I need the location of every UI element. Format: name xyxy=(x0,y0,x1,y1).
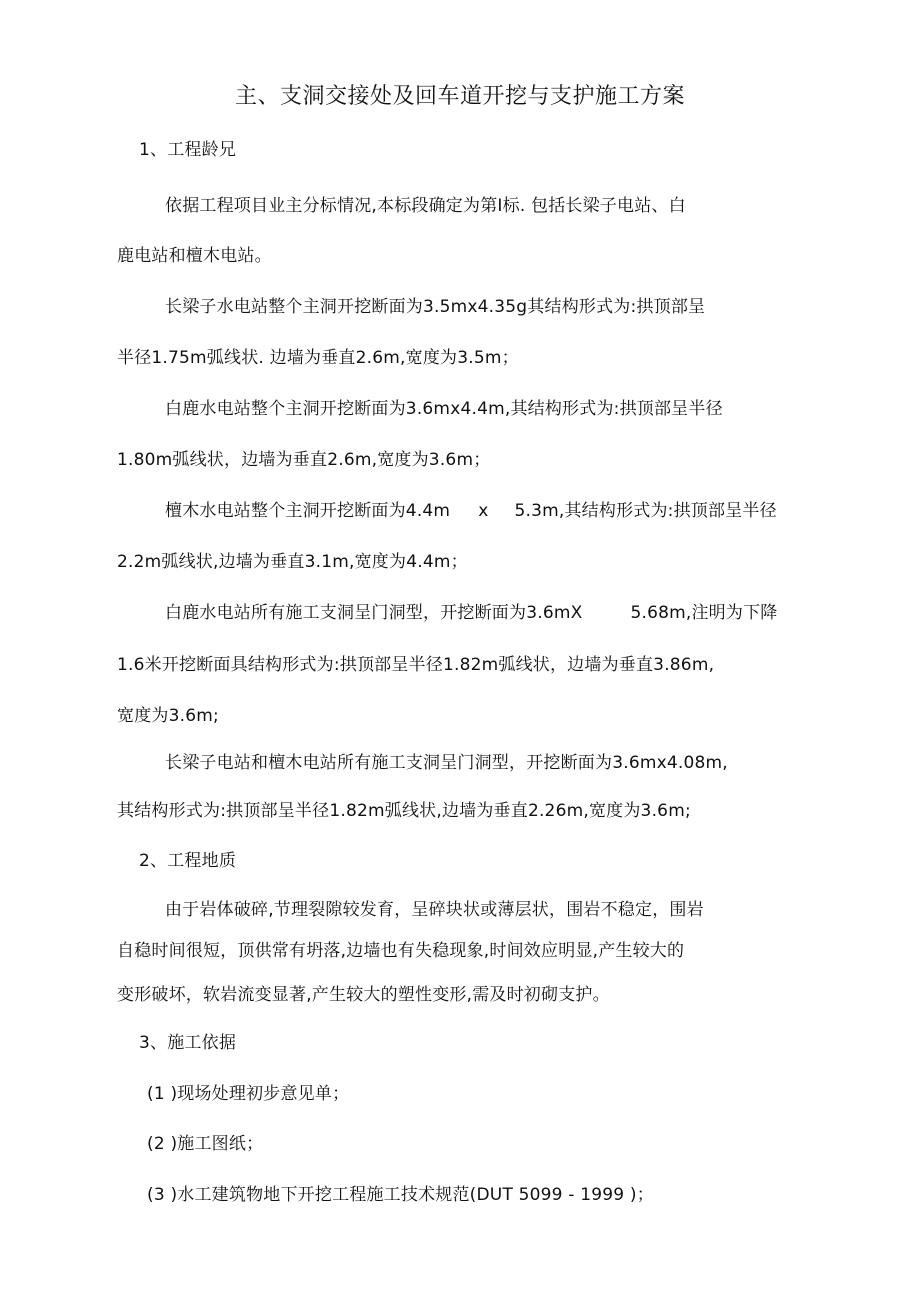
list-item: (2 )施工图纸； xyxy=(147,1134,264,1154)
list-item: (1 )现场处理初步意见单； xyxy=(147,1084,350,1104)
document-title: 主、支洞交接处及回车道开挖与支护施工方案 xyxy=(234,84,685,109)
paragraph-line: 由于岩体破碎,节理裂隙较发育，呈碎块状或薄层状，围岩不稳定，围岩 xyxy=(165,900,704,920)
list-item: (3 )水工建筑物地下开挖工程施工技术规范(DUT 5099 - 1999 )； xyxy=(147,1185,654,1205)
paragraph-line: 自稳时间很短，顶供常有坍落,边墙也有失稳现象,时间效应明显,产生较大的 xyxy=(117,941,685,961)
section-heading-2: 2、工程地质 xyxy=(139,851,237,871)
text-fragment: 檀木水电站整个主洞开挖断面为4.4m xyxy=(165,501,451,521)
paragraph-line xyxy=(165,501,777,521)
paragraph-line: 鹿电站和檀木电站。 xyxy=(117,246,272,266)
text-fragment: 白鹿水电站所有施工支洞呈门洞型，开挖断面为3.6mX xyxy=(165,603,583,623)
paragraph-line: 2.2m弧线状,边墙为垂直3.1m,宽度为4.4m； xyxy=(117,552,468,572)
text-fragment: 5.68m,注明为下降 xyxy=(630,603,778,623)
paragraph-line: 其结构形式为:拱顶部呈半径1.82m弧线状,边墙为垂直2.26m,宽度为3.6m; xyxy=(117,801,691,821)
paragraph-line: 变形破坏，软岩流变显著,产生较大的塑性变形,需及时初砌支护。 xyxy=(117,985,610,1005)
text-fragment: 5.3m,其结构形式为:拱顶部呈半径 xyxy=(514,501,777,521)
text-fragment: x xyxy=(478,501,489,521)
paragraph-line: 长梁子电站和檀木电站所有施工支洞呈门洞型，开挖断面为3.6mx4.08m, xyxy=(165,753,728,773)
paragraph-line: 宽度为3.6m; xyxy=(117,706,219,726)
section-heading-3: 3、施工依据 xyxy=(139,1033,237,1053)
paragraph-line: 1.6米开挖断面具结构形式为:拱顶部呈半径1.82m弧线状，边墙为垂直3.86m, xyxy=(117,655,715,675)
paragraph-line xyxy=(165,603,777,623)
paragraph-line: 1.80m弧线状，边墙为垂直2.6m,宽度为3.6m； xyxy=(117,450,491,470)
section-heading-1: 1、工程龄兄 xyxy=(139,140,237,160)
paragraph-line: 长梁子水电站整个主洞开挖断面为3.5mx4.35g其结构形式为:拱顶部呈 xyxy=(165,297,706,317)
paragraph-line: 半径1.75m弧线状. 边墙为垂直2.6m,宽度为3.5m； xyxy=(117,348,519,368)
paragraph-line: 白鹿水电站整个主洞开挖断面为3.6mx4.4m,其结构形式为:拱顶部呈半径 xyxy=(165,399,723,419)
paragraph-line: 依据工程项目业主分标情况,本标段确定为第I标. 包括长梁子电站、白 xyxy=(165,196,686,216)
